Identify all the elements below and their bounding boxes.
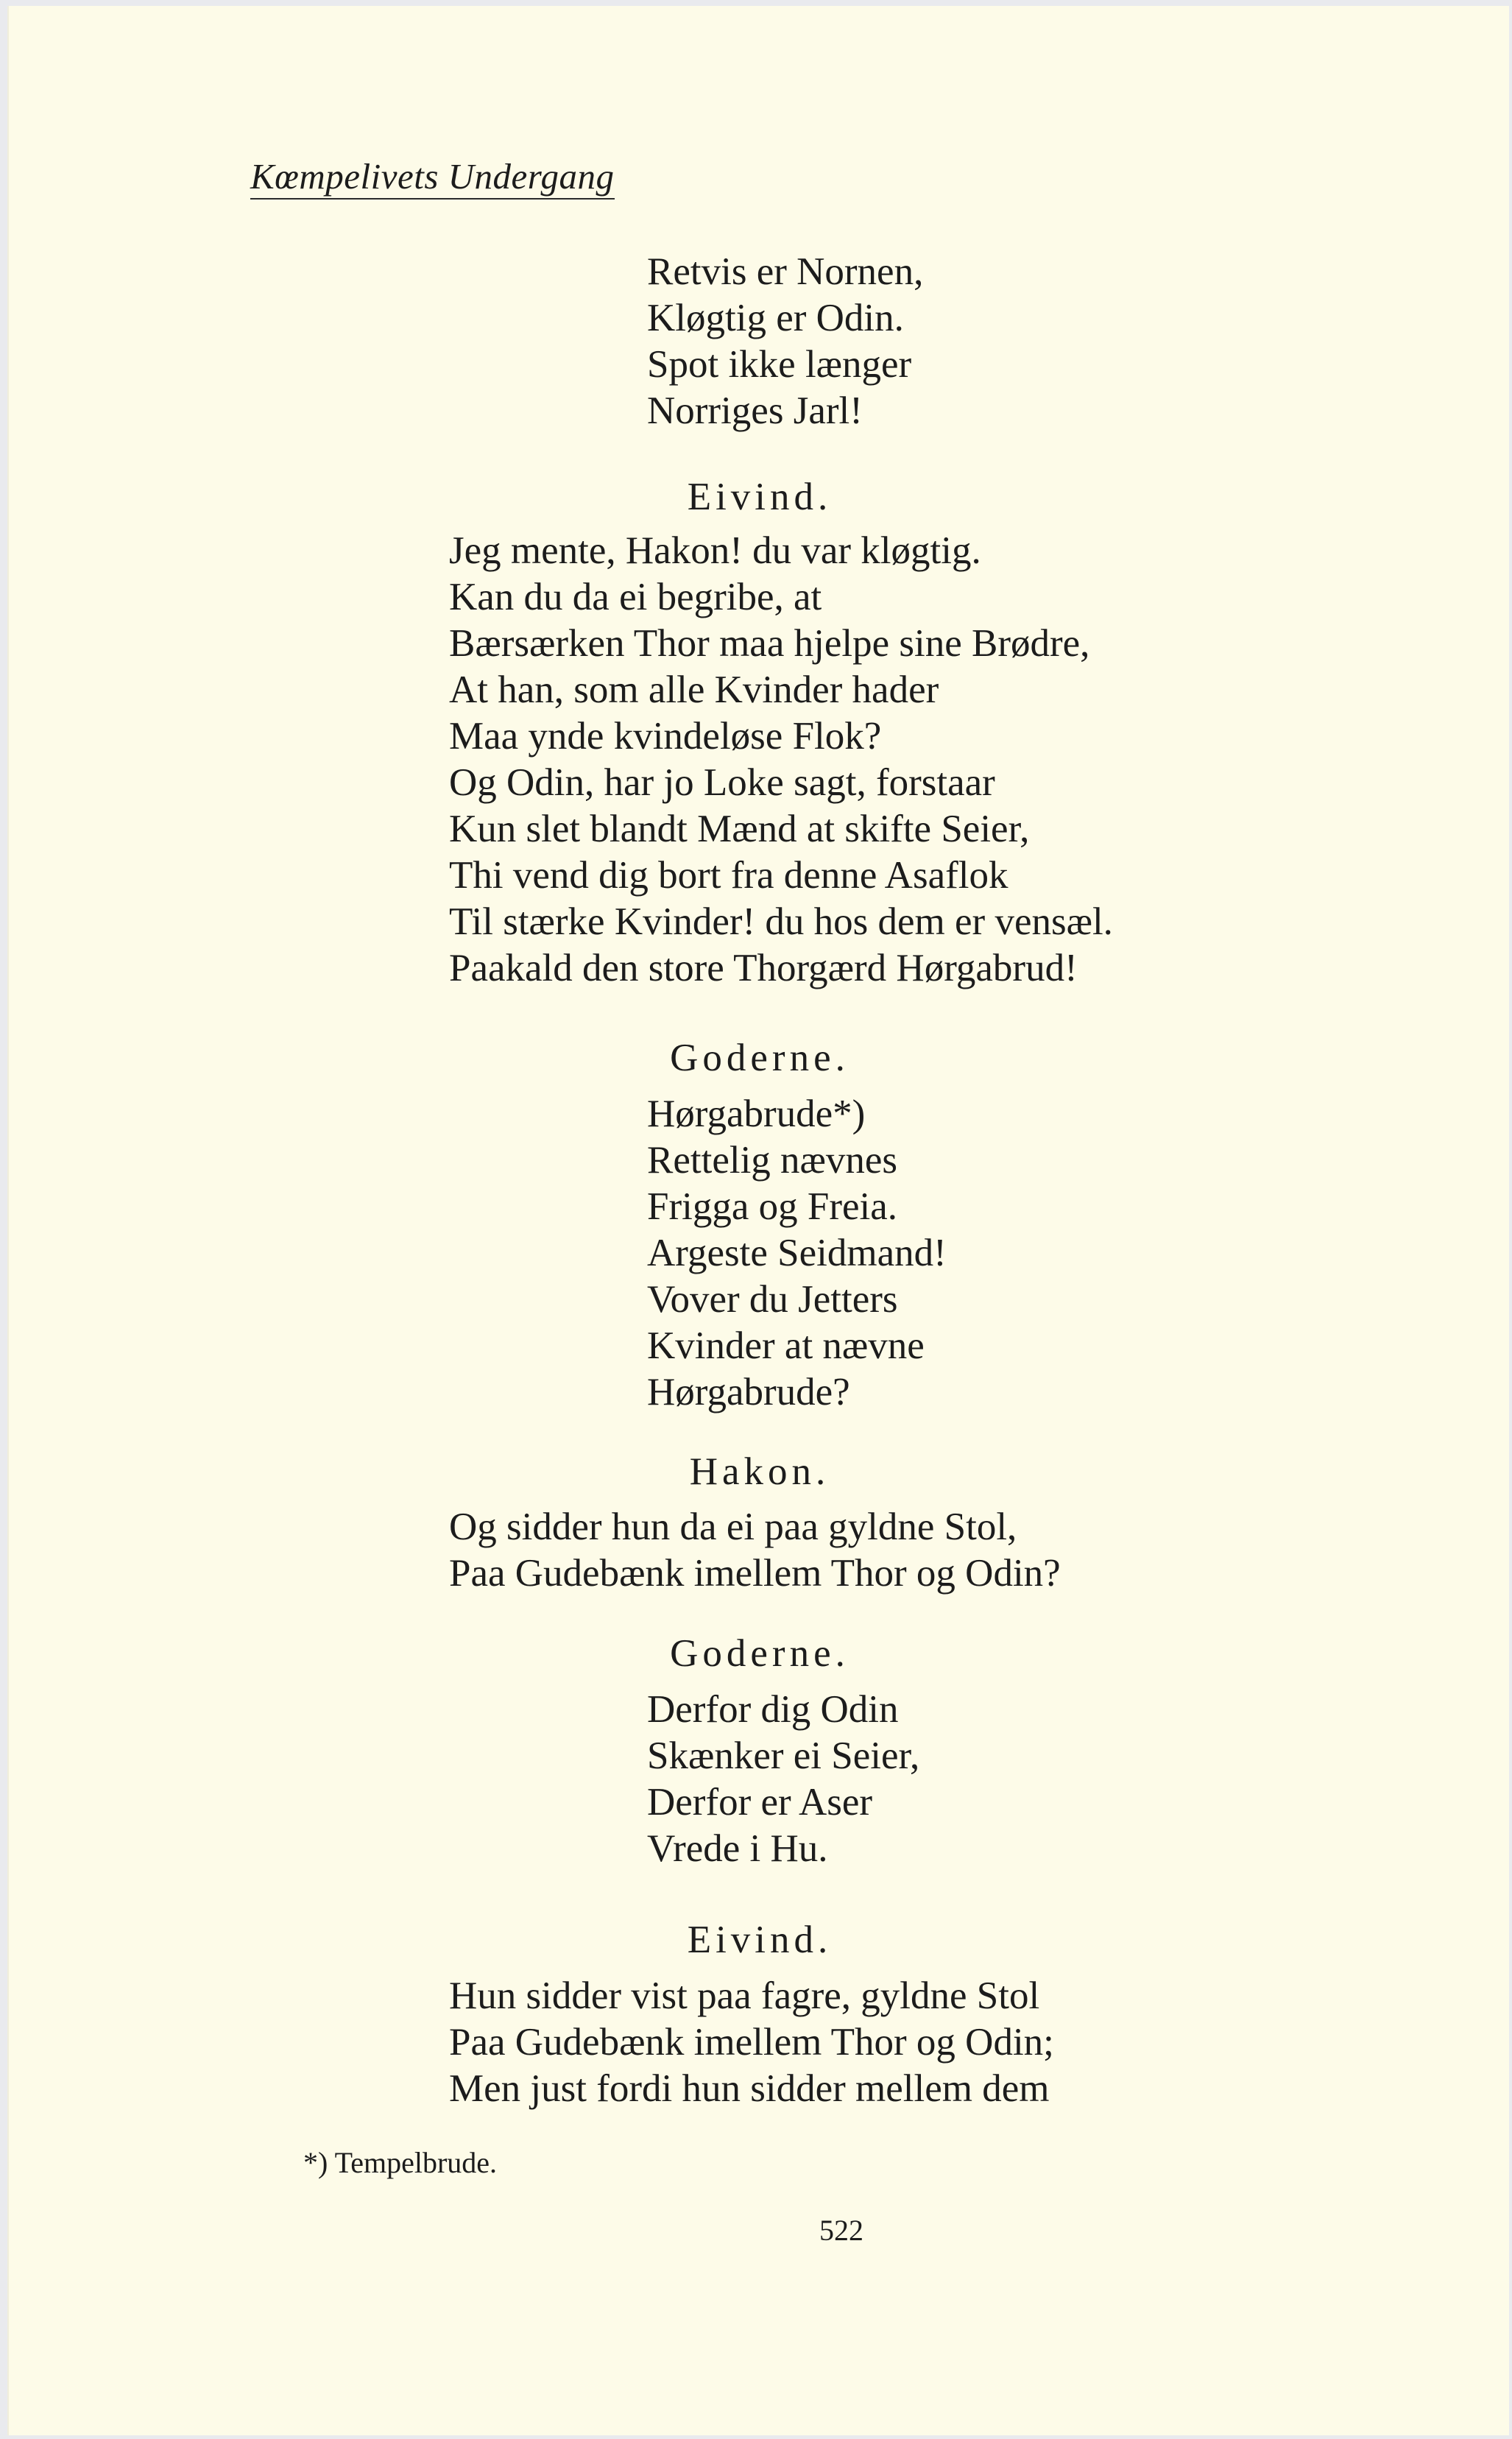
verse-block [647,249,923,434]
verse-block [647,1687,919,1872]
verse-line: Argeste Seidmand! [647,1232,947,1274]
verse-line: Kun slet blandt Mænd at skifte Seier, [449,808,1030,850]
verse-line: Kløgtig er Odin. [647,297,904,339]
verse-line: Thi vend dig bort fra denne Asaflok [449,854,1008,897]
verse-line: Retvis er Nornen, [647,250,924,293]
verse-line: Frigga og Freia. [647,1185,898,1228]
book-page [7,6,1509,2435]
verse-line: Hun sidder vist paa fagre, gyldne Stol [449,1974,1040,2017]
verse-line: Vover du Jetters [647,1278,898,1321]
verse-line: Kan du da ei begribe, at [449,576,822,618]
verse-line: Paa Gudebænk imellem Thor og Odin; [449,2021,1054,2064]
verse-line: Rettelig nævnes [647,1139,898,1182]
verse-block [647,1091,947,1416]
verse-line: Norriges Jarl! [647,389,863,432]
verse-line: Vrede i Hu. [647,1827,828,1870]
verse-line: Til stærke Kvinder! du hos dem er vensæl. [449,900,1113,943]
verse-line: Hørgabrude*) [647,1093,866,1135]
footnote: *) Tempelbrude. [303,2146,498,2179]
verse-line: Derfor er Aser [647,1781,873,1824]
verse-line: Spot ikke længer [647,343,912,386]
verse-line: Hørgabrude? [647,1371,850,1413]
verse-line: Skænker ei Seier, [647,1734,920,1777]
verse-line: Derfor dig Odin [647,1688,899,1731]
page-number: 522 [819,2214,863,2247]
verse-line: Kvinder at nævne [647,1324,925,1367]
verse-line: Og Odin, har jo Loke sagt, forstaar [449,761,995,804]
speaker-name: Goderne. [670,1632,849,1675]
verse-line: Bærsærken Thor maa hjelpe sine Brødre, [449,622,1090,665]
speaker-name: Eivind. [687,476,833,518]
speaker-name: Hakon. [689,1450,830,1493]
verse-block [449,528,1113,992]
verse-line: Men just fordi hun sidder mellem dem [449,2067,1050,2110]
speaker-name: Goderne. [670,1037,849,1079]
verse-line: Maa ynde kvindeløse Flok? [449,715,882,758]
verse-line: At han, som alle Kvinder hader [449,668,939,711]
verse-line: Og sidder hun da ei paa gyldne Stol, [449,1506,1017,1548]
verse-line: Paa Gudebænk imellem Thor og Odin? [449,1552,1061,1595]
verse-line: Paakald den store Thorgærd Hørgabrud! [449,947,1078,989]
running-head: Kœmpelivets Undergang [250,155,615,200]
verse-block [449,1973,1054,2112]
speaker-name: Eivind. [687,1919,833,1961]
verse-line: Jeg mente, Hakon! du var kløgtig. [449,529,981,572]
verse-block [449,1504,1061,1597]
